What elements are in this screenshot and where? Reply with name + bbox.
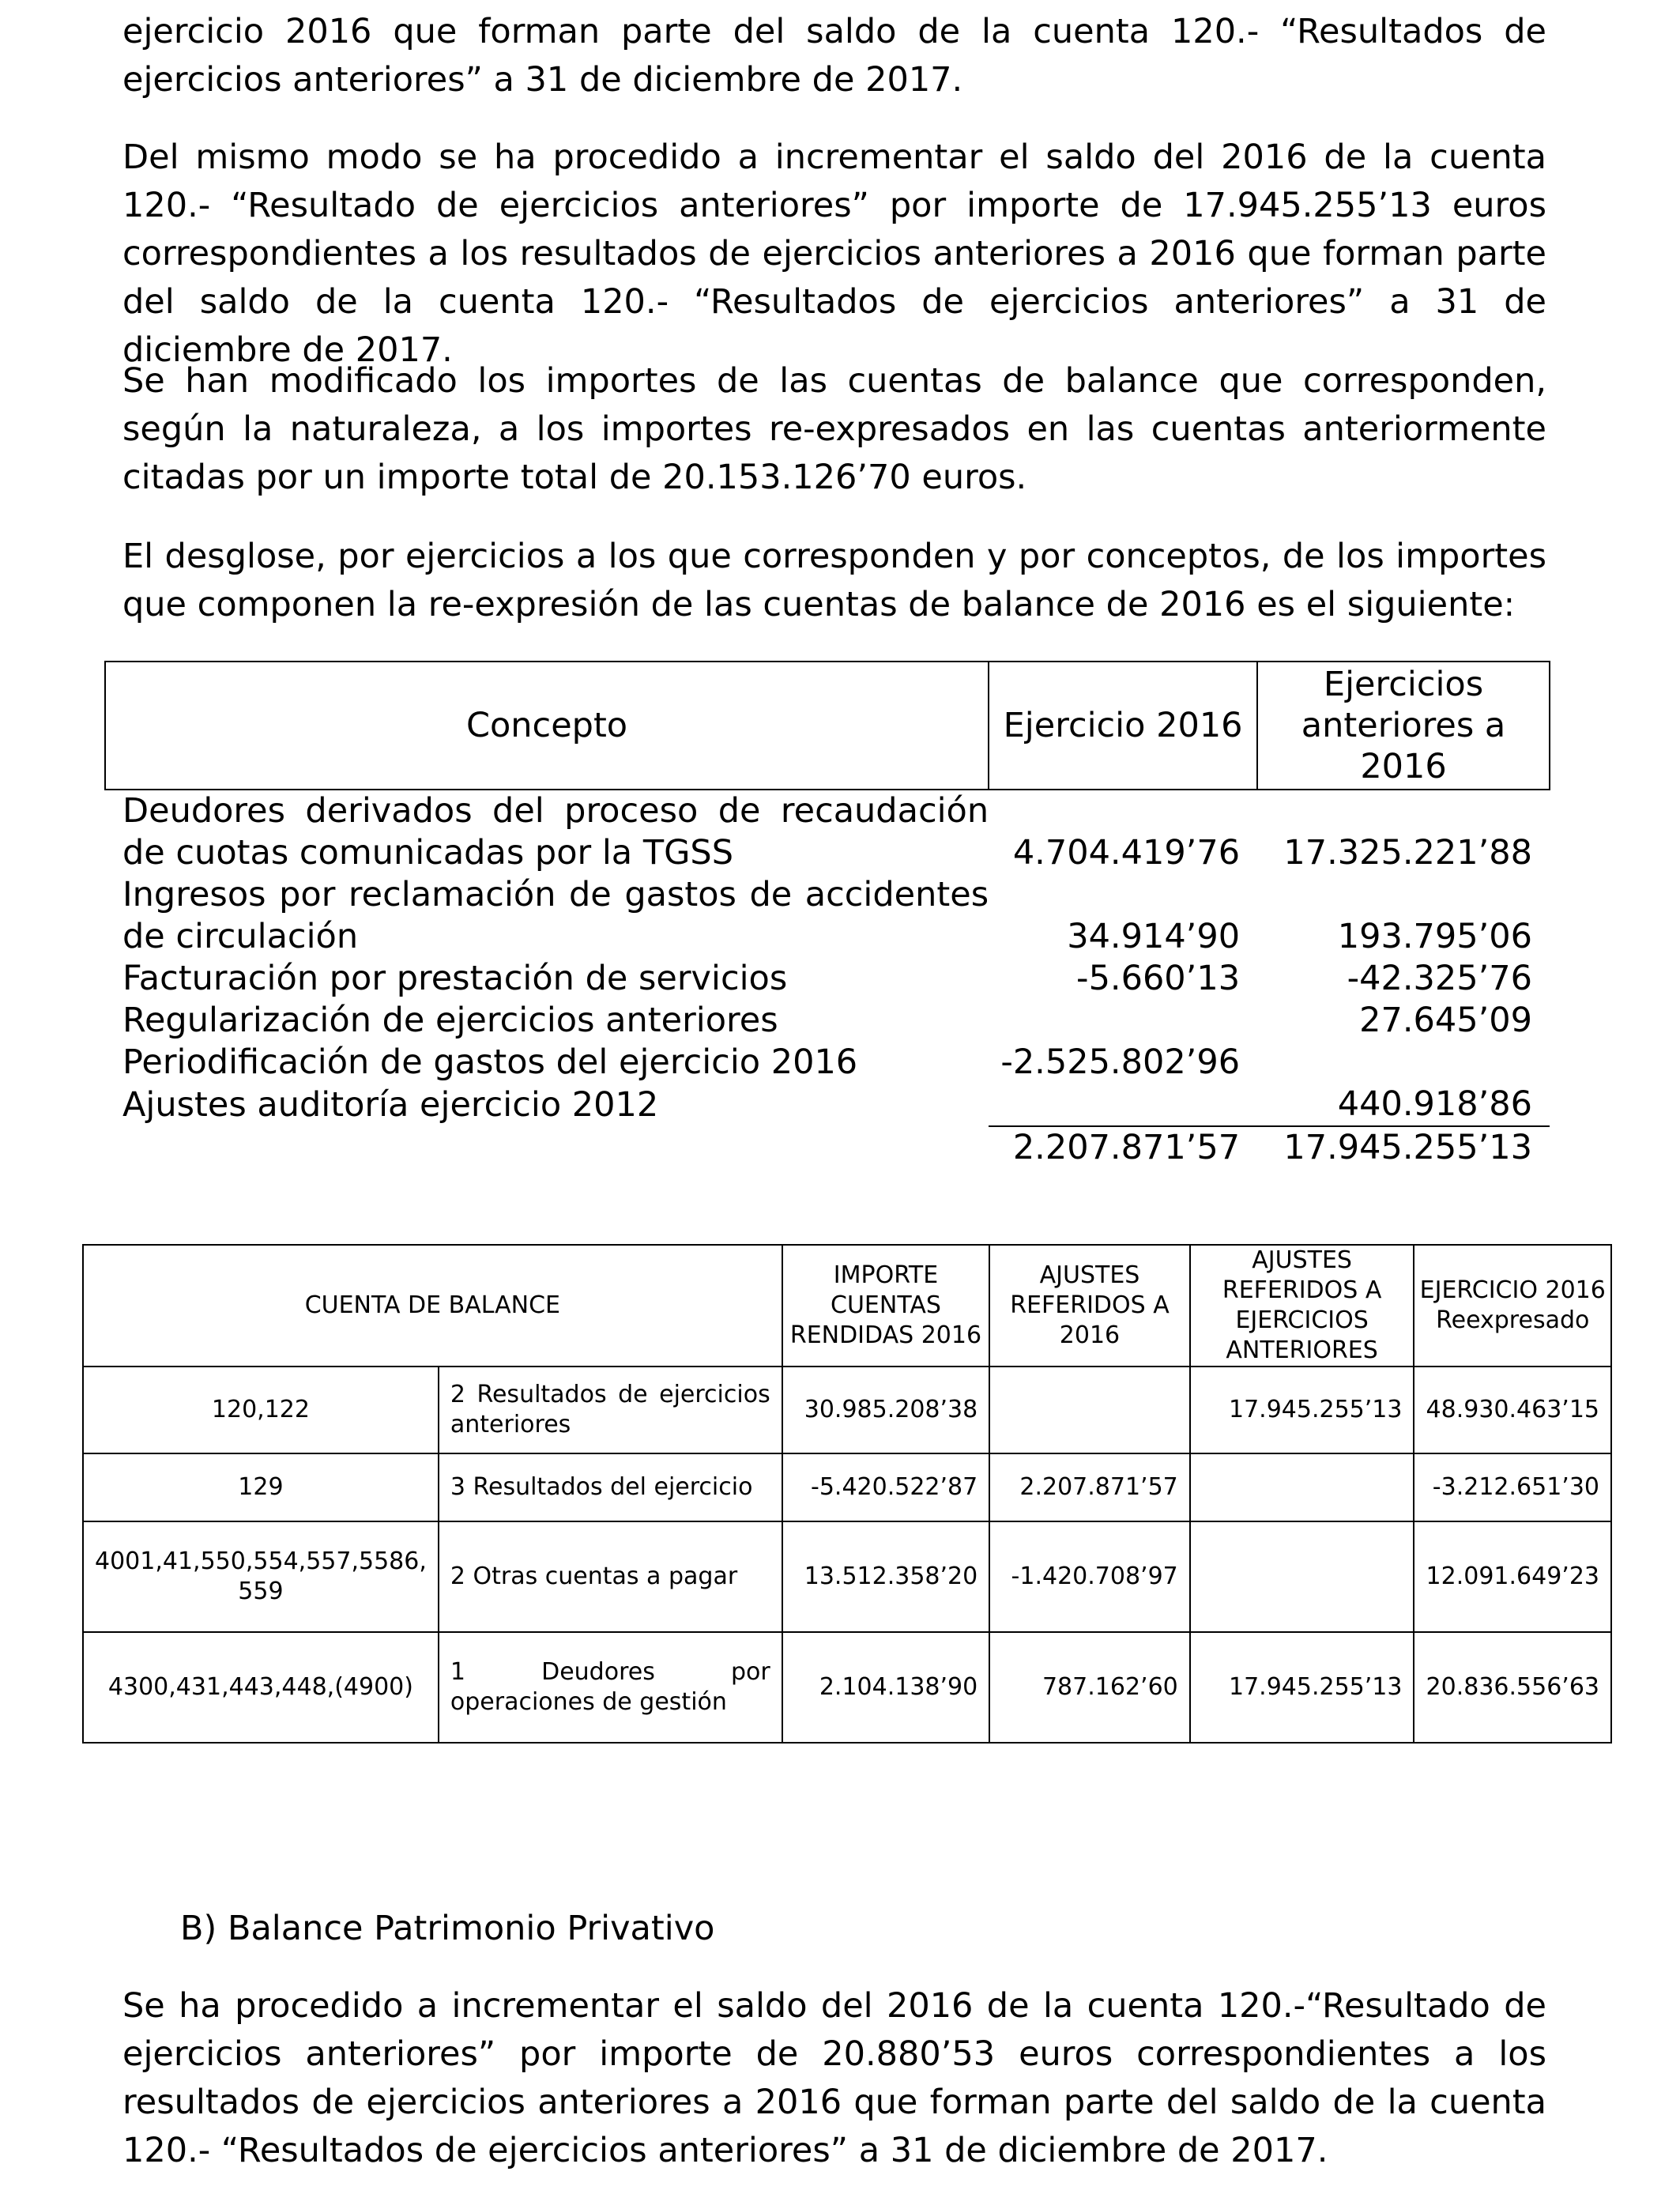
row-anteriores: -42.325’76 bbox=[1347, 959, 1532, 998]
row-descripcion: 1 Deudores por operaciones de gestión bbox=[439, 1632, 782, 1743]
row-ajustes-anteriores bbox=[1190, 1521, 1414, 1632]
total-ejercicio-2016: 2.207.871’57 bbox=[1012, 1128, 1241, 1167]
header-ajustes-anteriores: AJUSTES REFERIDOS A EJERCICIOS ANTERIORES bbox=[1190, 1245, 1414, 1367]
row-reexpresado: 48.930.463’15 bbox=[1414, 1367, 1611, 1453]
row-anteriores: 193.795’06 bbox=[1337, 917, 1532, 956]
table-row bbox=[83, 1632, 1611, 1743]
header-ajustes-2016: AJUSTES REFERIDOS A 2016 bbox=[989, 1245, 1190, 1367]
header-cuenta-de-balance: CUENTA DE BALANCE bbox=[83, 1245, 782, 1367]
reexpression-breakdown-table bbox=[104, 661, 1550, 1169]
row-ajustes-anteriores bbox=[1190, 1453, 1414, 1521]
header-concepto: Concepto bbox=[105, 662, 989, 790]
row-ajustes-2016: 787.162’60 bbox=[989, 1632, 1190, 1743]
row-concepto: Periodificación de gastos del ejercicio 2016 bbox=[122, 1042, 858, 1082]
table-row bbox=[105, 1042, 1550, 1084]
table-row bbox=[105, 958, 1550, 1000]
row-ejercicio-2016: 34.914’90 bbox=[1067, 917, 1241, 956]
row-concepto: Regularización de ejercicios anteriores bbox=[122, 1001, 778, 1040]
paragraph-modified: Se han modificado los importes de las cuentas de balance que corresponden, según la naturaleza, a los importes re-expresados en las cuentas anteriormente citadas por un importe total de 20.153.126’70 euros. bbox=[122, 361, 1546, 497]
row-ajustes-2016: -1.420.708’97 bbox=[989, 1521, 1190, 1632]
section-b-heading: B) Balance Patrimonio Privativo bbox=[180, 1909, 715, 1948]
row-anteriores bbox=[1257, 1042, 1550, 1084]
row-reexpresado: 20.836.556’63 bbox=[1414, 1632, 1611, 1743]
row-importe: -5.420.522’87 bbox=[782, 1453, 990, 1521]
row-concepto: Ingresos por reclamación de gastos de accidentes de circulación bbox=[122, 875, 989, 956]
table-row bbox=[83, 1521, 1611, 1632]
row-ajustes-anteriores: 17.945.255’13 bbox=[1190, 1367, 1414, 1453]
row-importe: 13.512.358’20 bbox=[782, 1521, 990, 1632]
row-importe: 2.104.138’90 bbox=[782, 1632, 990, 1743]
header-ejercicio-2016: Ejercicio 2016 bbox=[989, 662, 1257, 790]
table-row bbox=[105, 874, 1550, 958]
row-anteriores: 17.325.221’88 bbox=[1283, 833, 1532, 873]
paragraph-breakdown: El desglose, por ejercicios a los que corresponden y por conceptos, de los importes que componen la re-expresión de las cuentas de balance de 2016 es el siguiente: bbox=[122, 537, 1546, 624]
table-row bbox=[105, 790, 1550, 874]
row-descripcion: 2 Otras cuentas a pagar bbox=[439, 1521, 782, 1632]
header-ejercicios-anteriores: Ejercicios anteriores a 2016 bbox=[1257, 662, 1550, 790]
table-row bbox=[105, 1084, 1550, 1126]
table-row bbox=[83, 1453, 1611, 1521]
row-concepto: Facturación por prestación de servicios bbox=[122, 959, 788, 998]
header-ejercicio-reexpresado: EJERCICIO 2016 Reexpresado bbox=[1414, 1245, 1611, 1367]
balance-accounts-table bbox=[82, 1244, 1612, 1744]
row-ejercicio-2016: 4.704.419’76 bbox=[1012, 833, 1241, 873]
row-cuenta: 120,122 bbox=[83, 1367, 439, 1453]
section-b-paragraph: Se ha procedido a incrementar el saldo del 2016 de la cuenta 120.-“Resultado de ejercicios anteriores” por importe de 20.880’53 euros correspondientes a los resultados de ejercicios anteriores a 2016 que forman parte del saldo de la cuenta 120.- “Resultados de ejercicios anteriores” a 31 de diciembre de 2017. bbox=[122, 1986, 1546, 2170]
row-cuenta: 129 bbox=[83, 1453, 439, 1521]
row-descripcion: 2 Resultados de ejercicios anteriores bbox=[439, 1367, 782, 1453]
row-cuenta: 4300,431,443,448,(4900) bbox=[83, 1632, 439, 1743]
row-anteriores: 440.918’86 bbox=[1257, 1084, 1550, 1126]
row-anteriores: 27.645’09 bbox=[1359, 1001, 1532, 1040]
table-row bbox=[83, 1367, 1611, 1453]
row-importe: 30.985.208’38 bbox=[782, 1367, 990, 1453]
row-ejercicio-2016 bbox=[989, 1084, 1257, 1126]
row-reexpresado: 12.091.649’23 bbox=[1414, 1521, 1611, 1632]
total-anteriores: 17.945.255’13 bbox=[1283, 1128, 1532, 1167]
row-ejercicio-2016: -5.660’13 bbox=[1076, 959, 1241, 998]
row-ejercicio-2016: -2.525.802’96 bbox=[1000, 1042, 1241, 1082]
table-row bbox=[105, 1000, 1550, 1042]
table-header-row bbox=[83, 1245, 1611, 1367]
row-concepto: Ajustes auditoría ejercicio 2012 bbox=[122, 1085, 659, 1125]
row-cuenta: 4001,41,550,554,557,5586, 559 bbox=[83, 1521, 439, 1632]
row-reexpresado: -3.212.651’30 bbox=[1414, 1453, 1611, 1521]
row-ajustes-2016 bbox=[989, 1367, 1190, 1453]
row-ajustes-2016: 2.207.871’57 bbox=[989, 1453, 1190, 1521]
header-importe-cuentas-rendidas: IMPORTE CUENTAS RENDIDAS 2016 bbox=[782, 1245, 990, 1367]
paragraph-intro: ejercicio 2016 que forman parte del saldo de la cuenta 120.- “Resultados de ejercicios anteriores” a 31 de diciembre de 2017. bbox=[122, 12, 1546, 100]
row-concepto: Deudores derivados del proceso de recaudación de cuotas comunicadas por la TGSS bbox=[122, 791, 989, 873]
row-ajustes-anteriores: 17.945.255’13 bbox=[1190, 1632, 1414, 1743]
row-descripcion: 3 Resultados del ejercicio bbox=[439, 1453, 782, 1521]
totals-row bbox=[105, 1126, 1550, 1169]
table-header-row bbox=[105, 662, 1550, 790]
paragraph-increment: Del mismo modo se ha procedido a incrementar el saldo del 2016 de la cuenta 120.- “Resultado de ejercicios anteriores” por importe de 17.945.255’13 euros correspondientes a los resultados de ejercicios anteriores a 2016 que forman parte del saldo de la cuenta 120.- “Resultados de ejercicios anteriores” a 31 de diciembre de 2017. bbox=[122, 138, 1546, 370]
row-ejercicio-2016 bbox=[989, 1000, 1257, 1042]
